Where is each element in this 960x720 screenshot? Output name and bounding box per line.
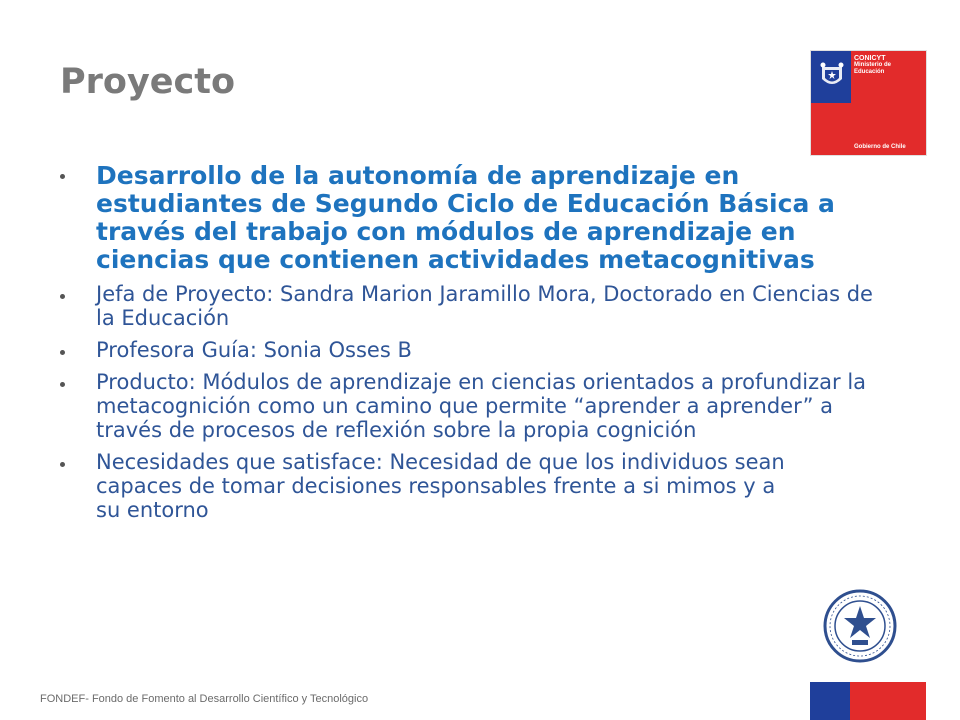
bullet-dot-icon bbox=[60, 174, 65, 179]
footer-text: FONDEF- Fondo de Fomento al Desarrollo Científico y Tecnológico bbox=[40, 693, 369, 705]
bullet-item bbox=[60, 338, 880, 362]
bullet-text-producto: Producto: Módulos de aprendizaje en ciencias orientados a profundizar la metacognición como un camino que permite “aprender a aprender” a través de procesos de reflexión sobre la propia cognición bbox=[96, 370, 867, 442]
gobierno-chile-logo bbox=[810, 50, 927, 156]
bullet-item bbox=[60, 370, 880, 442]
university-seal-icon bbox=[822, 588, 898, 664]
bullet-item bbox=[60, 162, 880, 274]
bullet-text-profesora: Profesora Guía: Sonia Osses B bbox=[96, 338, 412, 362]
bullet-item bbox=[60, 450, 880, 522]
bullet-text-project-title: Desarrollo de la autonomía de aprendizaje en estudiantes de Segundo Ciclo de Educación Básica a través del trabajo con módulos de aprendizaje en ciencias que contienen actividades metacognitivas bbox=[96, 161, 835, 274]
bottom-flag-bar bbox=[810, 682, 926, 720]
logo-line-gobierno: Gobierno de Chile bbox=[854, 144, 906, 150]
slide-content bbox=[60, 162, 880, 530]
slide-title: Proyecto bbox=[60, 62, 236, 102]
bullet-dot-icon bbox=[60, 350, 65, 355]
bullet-item bbox=[60, 282, 880, 330]
logo-line-conicyt: CONICYT bbox=[854, 55, 886, 62]
bullet-dot-icon bbox=[60, 462, 65, 467]
bullet-list bbox=[60, 162, 880, 522]
bullet-dot-icon bbox=[60, 382, 65, 387]
logo-line-educacion: Educación bbox=[854, 69, 885, 75]
bullet-dot-icon bbox=[60, 294, 65, 299]
bullet-text-jefa: Jefa de Proyecto: Sandra Marion Jaramillo Mora, Doctorado en Ciencias de la Educación bbox=[96, 282, 873, 330]
bullet-text-necesidades: Necesidades que satisface: Necesidad de que los individuos sean capaces de tomar decisiones responsables frente a si mimos y a su entorno bbox=[96, 450, 785, 522]
chile-crest-icon bbox=[819, 61, 845, 91]
logo-line-ministerio: Ministerio de bbox=[854, 62, 892, 68]
